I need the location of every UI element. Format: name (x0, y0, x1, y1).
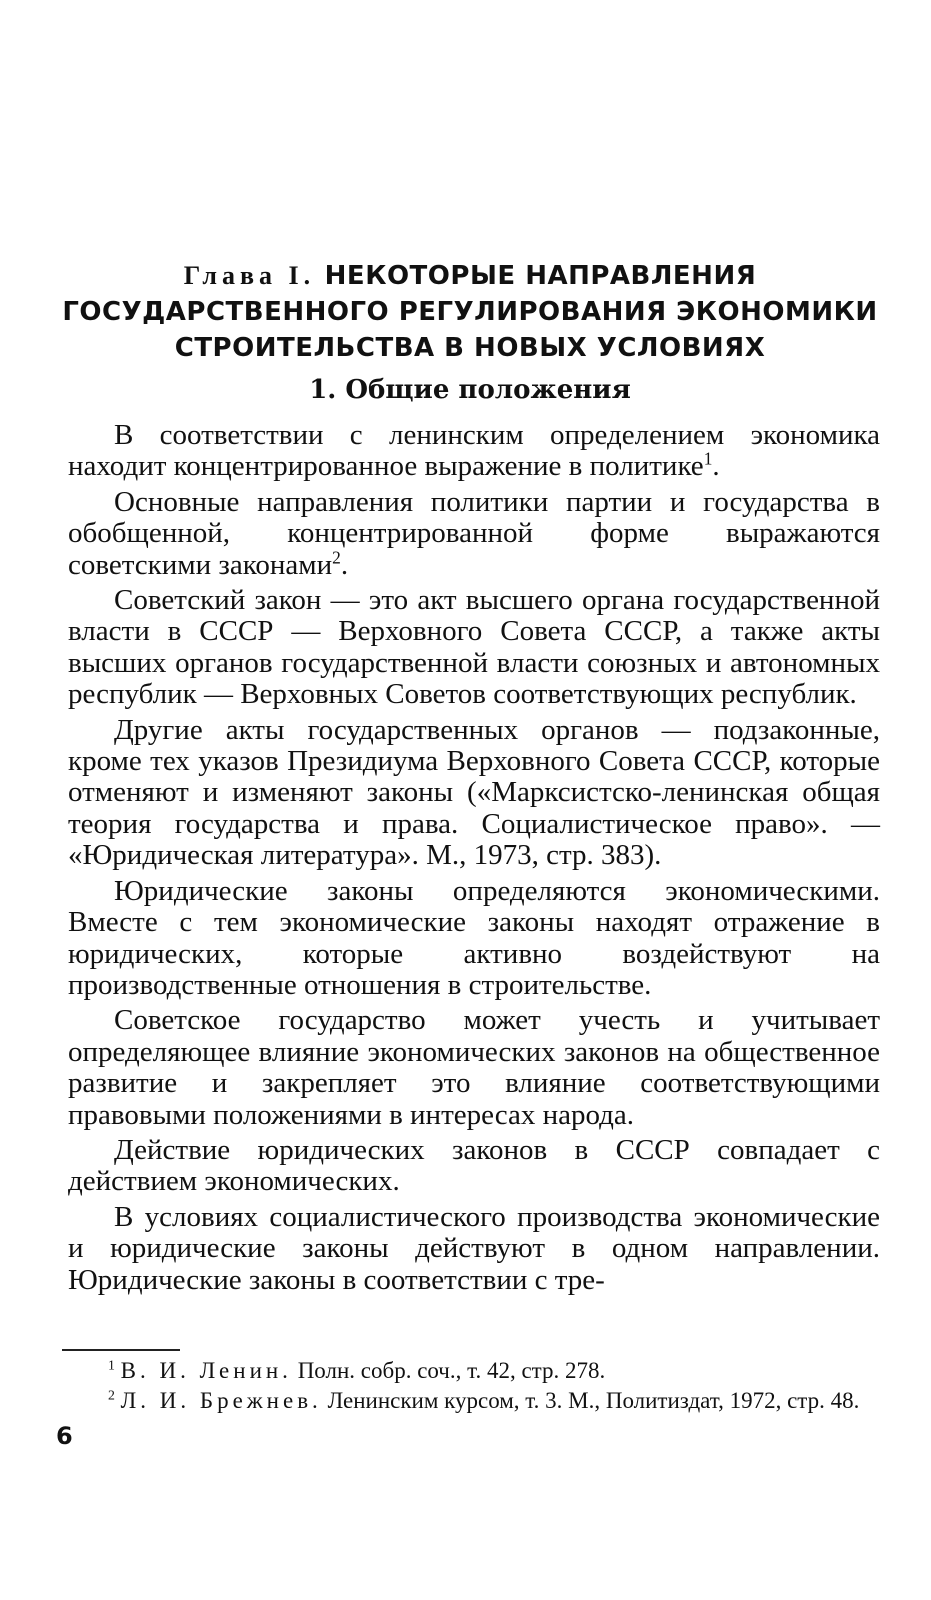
footnote-mark: 2 (108, 1387, 115, 1403)
footnote-mark: 1 (108, 1357, 115, 1373)
paragraph: Советский закон — это акт высшего органа государственной власти в СССР — Верховного Совета СССР, а также акты высших органов государственной власти союзных и автономных республик — Верховных Советов соответствующих республик. (68, 584, 880, 711)
footnote-text: Полн. собр. соч., т. 42, стр. 278. (297, 1358, 606, 1383)
footnote-ref: 2 (332, 546, 341, 567)
paragraph: Другие акты государственных органов — подзаконные, кроме тех указов Президиума Верховного Совета СССР, которые отменяют и изменяют законы («Марксистско-ленинская общая теория государства и права. Социалистическое право». — «Юридическая литература». М., 1973, стр. 383). (68, 713, 880, 872)
chapter-title-line-3: СТРОИТЕЛЬСТВА В НОВЫХ УСЛОВИЯХ (174, 333, 766, 363)
paragraph: Советское государство может учесть и учитывает определяющее влияние экономических законов на общественное развитие и закрепляет это влияние соответствующими правовыми положениями в интересах народа. (68, 1004, 880, 1131)
paragraph: В условиях социалистического производства экономические и юридические законы действуют в одном направлении. Юридические законы в соответствии с тре- (68, 1200, 880, 1296)
paragraph: Юридические законы определяются экономическими. Вместе с тем экономические законы находят отражение в юридических, которые активно воздействуют на производственные отношения в строительстве. (68, 874, 880, 1001)
chapter-title-line-1: НЕКОТОРЫЕ НАПРАВЛЕНИЯ (324, 261, 757, 291)
chapter-heading-line-1 (60, 258, 880, 294)
body-text (68, 420, 880, 1300)
footnote-divider (62, 1349, 180, 1351)
page-number: 6 (56, 1422, 73, 1450)
section-heading: 1. Общие положения (309, 375, 631, 405)
footnote-author: В. И. Ленин. (120, 1358, 292, 1383)
chapter-title-line-2: ГОСУДАРСТВЕННОГО РЕГУЛИРОВАНИЯ ЭКОНОМИКИ (62, 297, 878, 327)
footnote (62, 1386, 880, 1416)
paragraph: Действие юридических законов в СССР совпадает с действием экономических. (68, 1133, 880, 1198)
footnotes (62, 1356, 880, 1416)
paragraph: Основные направления политики партии и государства в обобщенной, концентрированной форме выражаются советскими законами$^2$. (68, 485, 880, 581)
footnote-ref: 1 (703, 448, 713, 469)
footnote-author: Л. И. Брежнев. (120, 1388, 322, 1413)
chapter-heading (60, 258, 880, 366)
paragraph: В соответствии с ленинским определением экономика находит концентрированное выражение в политике$^1$. (68, 419, 880, 483)
chapter-label: Глава I. (183, 261, 316, 290)
footnote-text: Ленинским курсом, т. 3. М., Политиздат, 1972, стр. 48. (327, 1388, 860, 1413)
footnote (62, 1356, 880, 1386)
